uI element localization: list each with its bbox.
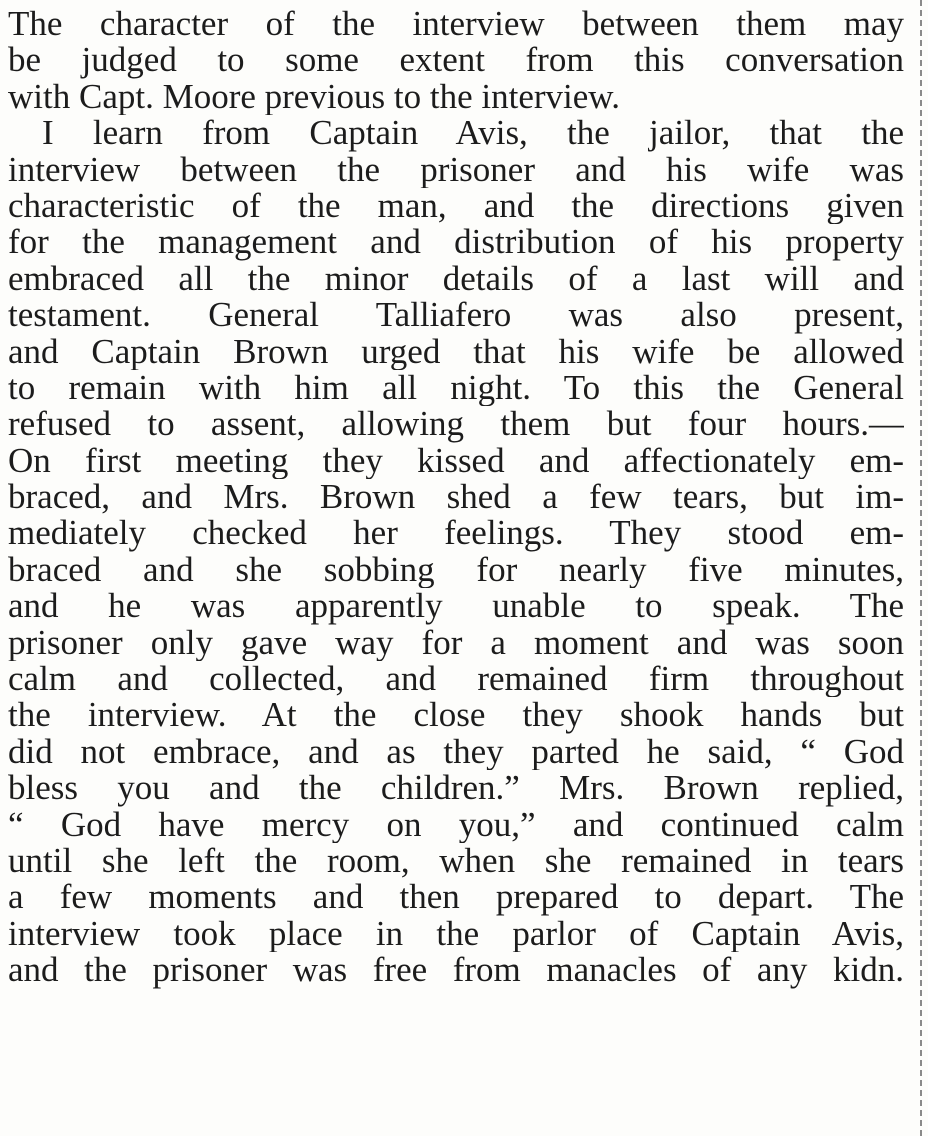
article-line: characteristic of the man, and the directions given <box>8 187 904 225</box>
article-line: the interview. At the close they shook hands but <box>8 697 904 734</box>
article-line: testament. General Talliafero was also present, <box>8 297 904 334</box>
article-line: and Captain Brown urged that his wife be allowed <box>8 333 904 370</box>
article-line: be judged to some extent from this conversation <box>8 42 904 79</box>
article-line: and the prisoner was free from manacles of any kidn. <box>8 952 904 989</box>
article-line: interview took place in the parlor of Captain Avis, <box>8 915 904 953</box>
article-line: and he was apparently unable to speak. The <box>8 588 904 625</box>
article-column <box>8 6 904 989</box>
article-line: On first meeting they kissed and affectionately em- <box>8 442 904 480</box>
article-line: braced, and Mrs. Brown shed a few tears, but im- <box>8 479 904 516</box>
article-line: with Capt. Moore previous to the interview. <box>8 78 621 116</box>
article-line: prisoner only gave way for a moment and was soon <box>8 624 904 662</box>
column-divider <box>920 0 922 1136</box>
article-line: “ God have mercy on you,” and continued calm <box>8 806 904 843</box>
article-line: The character of the interview between them may <box>8 6 904 43</box>
article-line: braced and she sobbing for nearly five minutes, <box>8 551 904 589</box>
article-line: bless you and the children.” Mrs. Brown replied, <box>8 770 904 807</box>
article-line: interview between the prisoner and his wife was <box>8 151 904 188</box>
article-line: embraced all the minor details of a last will and <box>8 260 904 298</box>
article-line: for the management and distribution of his property <box>8 224 904 261</box>
article-line: refused to assent, allowing them but four hours.— <box>8 406 904 443</box>
article-line: mediately checked her feelings. They stood em- <box>8 515 904 552</box>
article-line: I learn from Captain Avis, the jailor, that the <box>42 115 904 152</box>
article-line: calm and collected, and remained firm throughout <box>8 661 904 698</box>
article-line: did not embrace, and as they parted he said, “ God <box>8 733 904 771</box>
article-line: a few moments and then prepared to depart. The <box>8 879 904 916</box>
article-line: to remain with him all night. To this the General <box>8 369 904 407</box>
article-line: until she left the room, when she remained in tears <box>8 842 904 880</box>
